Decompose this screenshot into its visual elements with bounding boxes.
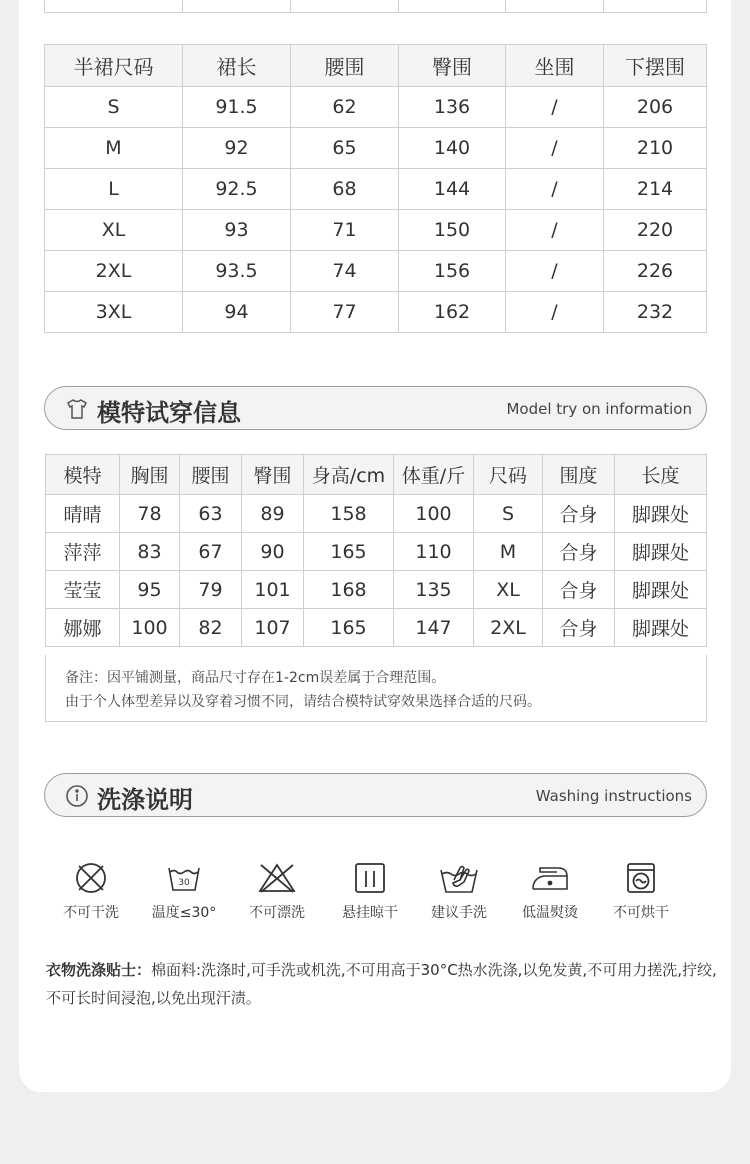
table-cell: 89 bbox=[242, 495, 304, 533]
washing-section-subtitle: Washing instructions bbox=[535, 787, 692, 805]
table-row bbox=[45, 128, 707, 169]
table-cell: 92.5 bbox=[183, 169, 291, 210]
tips-text: 棉面料:洗涤时,可手洗或机洗,不可用高于30°C热水洗涤,以免发黄,不可用力搓洗,拧绞,不可长时间浸泡,以免出现汗渍。 bbox=[46, 961, 717, 1007]
table-cell: 2XL bbox=[45, 251, 183, 292]
wash-label: 不可干洗 bbox=[63, 905, 119, 921]
wash-30-icon bbox=[166, 860, 202, 896]
table-cell: / bbox=[506, 87, 604, 128]
model-section-header bbox=[44, 386, 707, 430]
model-section-title: 模特试穿信息 bbox=[97, 399, 241, 427]
table-cell: 脚踝处 bbox=[615, 571, 707, 609]
table-cell: 226 bbox=[604, 251, 707, 292]
no-tumble-dry-icon bbox=[623, 860, 659, 896]
table-row bbox=[46, 571, 707, 609]
note-line: 由于个人体型差异以及穿着习惯不同，请结合模特试穿效果选择合适的尺码。 bbox=[65, 694, 541, 710]
previous-table-strip bbox=[44, 0, 707, 13]
header-cell: 下摆围 bbox=[604, 45, 707, 87]
table-cell: 脚踝处 bbox=[615, 609, 707, 647]
table-cell: 147 bbox=[394, 609, 474, 647]
table-cell: 158 bbox=[304, 495, 394, 533]
table-cell: 162 bbox=[399, 292, 506, 333]
washing-icons-row bbox=[44, 860, 704, 930]
table-cell: 210 bbox=[604, 128, 707, 169]
table-cell: 165 bbox=[304, 533, 394, 571]
table-cell: 144 bbox=[399, 169, 506, 210]
header-cell: 裙长 bbox=[183, 45, 291, 87]
header-cell: 坐围 bbox=[506, 45, 604, 87]
table-cell: 3XL bbox=[45, 292, 183, 333]
note-line: 备注：因平铺测量，商品尺寸存在1-2cm误差属于合理范围。 bbox=[65, 670, 446, 686]
table-cell: 脚踝处 bbox=[615, 533, 707, 571]
wash-label: 温度≤30° bbox=[151, 905, 217, 921]
header-cell: 半裙尺码 bbox=[45, 45, 183, 87]
table-cell: 110 bbox=[394, 533, 474, 571]
wash-label: 低温熨烫 bbox=[522, 905, 578, 921]
table-cell: 136 bbox=[399, 87, 506, 128]
table-cell: 165 bbox=[304, 609, 394, 647]
model-try-on-table bbox=[45, 454, 707, 647]
table-cell: 77 bbox=[291, 292, 399, 333]
table-cell: 娜娜 bbox=[46, 609, 120, 647]
table-cell: M bbox=[45, 128, 183, 169]
table-cell: 合身 bbox=[543, 571, 615, 609]
wash-item bbox=[325, 860, 415, 922]
table-cell: 79 bbox=[180, 571, 242, 609]
table-cell: / bbox=[506, 128, 604, 169]
table-cell: / bbox=[506, 210, 604, 251]
table-cell: 100 bbox=[394, 495, 474, 533]
wash-label: 不可漂洗 bbox=[249, 905, 305, 921]
table-cell: 2XL bbox=[474, 609, 543, 647]
info-icon bbox=[65, 784, 89, 808]
table-cell: 93 bbox=[183, 210, 291, 251]
table-cell: S bbox=[45, 87, 183, 128]
wash-temp-text: 30 bbox=[178, 878, 190, 888]
hand-wash-icon bbox=[438, 860, 480, 896]
header-cell: 体重/斤 bbox=[394, 455, 474, 495]
wash-label: 不可烘干 bbox=[613, 905, 669, 921]
table-cell: 合身 bbox=[543, 609, 615, 647]
table-header-row bbox=[46, 455, 707, 495]
table-cell: 67 bbox=[180, 533, 242, 571]
header-cell: 臀围 bbox=[399, 45, 506, 87]
header-cell: 臀围 bbox=[242, 455, 304, 495]
table-cell: 101 bbox=[242, 571, 304, 609]
no-bleach-icon bbox=[257, 860, 297, 896]
header-cell: 长度 bbox=[615, 455, 707, 495]
table-cell: / bbox=[506, 292, 604, 333]
washing-section-title: 洗涤说明 bbox=[97, 786, 193, 814]
table-row bbox=[46, 533, 707, 571]
header-cell: 围度 bbox=[543, 455, 615, 495]
table-cell: 90 bbox=[242, 533, 304, 571]
table-cell: 82 bbox=[180, 609, 242, 647]
table-cell: 135 bbox=[394, 571, 474, 609]
table-cell: 脚踝处 bbox=[615, 495, 707, 533]
table-row bbox=[45, 87, 707, 128]
table-cell: 65 bbox=[291, 128, 399, 169]
table-cell: S bbox=[474, 495, 543, 533]
model-section-subtitle: Model try on information bbox=[506, 400, 692, 418]
table-header-row bbox=[45, 45, 707, 87]
wash-item bbox=[139, 860, 229, 922]
table-row bbox=[45, 169, 707, 210]
header-cell: 尺码 bbox=[474, 455, 543, 495]
table-cell: 83 bbox=[120, 533, 180, 571]
table-cell: 220 bbox=[604, 210, 707, 251]
table-cell: 107 bbox=[242, 609, 304, 647]
header-cell: 腰围 bbox=[180, 455, 242, 495]
table-cell: 150 bbox=[399, 210, 506, 251]
table-cell: 100 bbox=[120, 609, 180, 647]
table-cell: 萍萍 bbox=[46, 533, 120, 571]
table-cell: L bbox=[45, 169, 183, 210]
table-cell: 74 bbox=[291, 251, 399, 292]
table-cell: 62 bbox=[291, 87, 399, 128]
table-row bbox=[45, 292, 707, 333]
wash-item bbox=[596, 860, 686, 922]
wash-item bbox=[46, 860, 136, 922]
table-cell: 95 bbox=[120, 571, 180, 609]
table-cell: 68 bbox=[291, 169, 399, 210]
table-cell: 晴晴 bbox=[46, 495, 120, 533]
table-cell: 合身 bbox=[543, 495, 615, 533]
table-row bbox=[45, 251, 707, 292]
table-row bbox=[46, 609, 707, 647]
header-cell: 模特 bbox=[46, 455, 120, 495]
tips-label: 衣物洗涤贴士： bbox=[46, 961, 152, 979]
table-row bbox=[45, 210, 707, 251]
table-cell: 232 bbox=[604, 292, 707, 333]
table-cell: 168 bbox=[304, 571, 394, 609]
shirt-icon bbox=[65, 397, 89, 421]
header-cell: 胸围 bbox=[120, 455, 180, 495]
table-cell: 93.5 bbox=[183, 251, 291, 292]
table-row bbox=[46, 495, 707, 533]
table-cell: 156 bbox=[399, 251, 506, 292]
header-cell: 身高/cm bbox=[304, 455, 394, 495]
wash-item bbox=[232, 860, 322, 922]
skirt-size-table bbox=[44, 44, 707, 333]
table-cell: XL bbox=[45, 210, 183, 251]
table-cell: 莹莹 bbox=[46, 571, 120, 609]
table-cell: 94 bbox=[183, 292, 291, 333]
wash-item bbox=[414, 860, 504, 922]
table-cell: 214 bbox=[604, 169, 707, 210]
table-cell: / bbox=[506, 251, 604, 292]
table-cell: 91.5 bbox=[183, 87, 291, 128]
no-dry-clean-icon bbox=[73, 860, 109, 896]
washing-section-header bbox=[44, 773, 707, 817]
table-cell: 206 bbox=[604, 87, 707, 128]
table-cell: M bbox=[474, 533, 543, 571]
table-cell: 92 bbox=[183, 128, 291, 169]
header-cell: 腰围 bbox=[291, 45, 399, 87]
table-cell: 71 bbox=[291, 210, 399, 251]
table-cell: 78 bbox=[120, 495, 180, 533]
line-dry-icon bbox=[352, 860, 388, 896]
table-cell: XL bbox=[474, 571, 543, 609]
table-cell: / bbox=[506, 169, 604, 210]
washing-tips bbox=[46, 956, 726, 1012]
table-cell: 63 bbox=[180, 495, 242, 533]
wash-label: 建议手洗 bbox=[431, 905, 487, 921]
model-table-note bbox=[45, 655, 707, 722]
wash-label: 悬挂晾干 bbox=[342, 905, 398, 921]
low-iron-icon bbox=[530, 860, 570, 896]
wash-item bbox=[505, 860, 595, 922]
table-cell: 140 bbox=[399, 128, 506, 169]
table-cell: 合身 bbox=[543, 533, 615, 571]
